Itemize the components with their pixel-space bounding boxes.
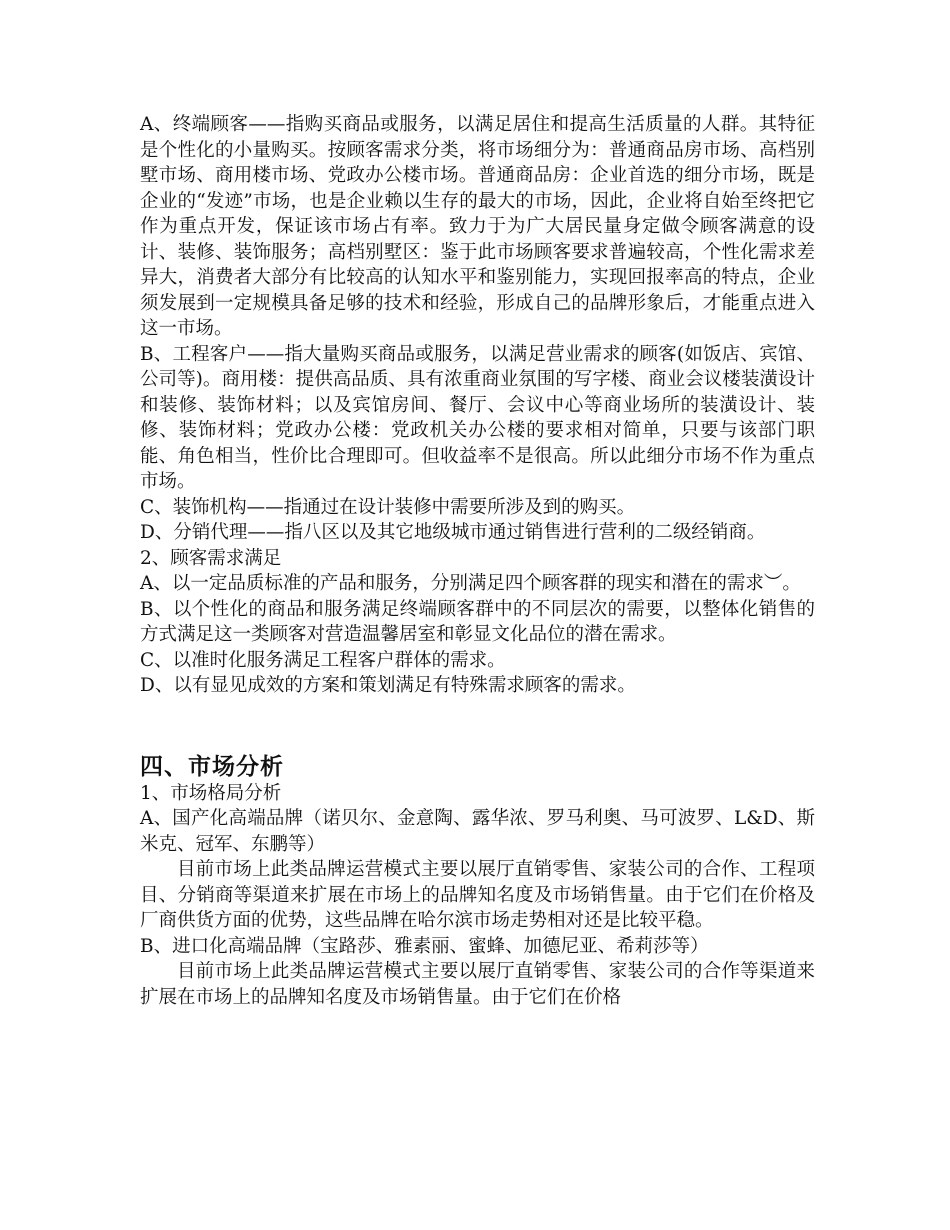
- paragraph-decoration-agencies: C、装饰机构——指通过在设计装修中需要所涉及到的购买。: [140, 496, 636, 518]
- paragraph-imported-brands-title: B、进口化高端品牌（宝路莎、雅素丽、蜜蜂、加德尼亚、希莉莎等）: [140, 935, 709, 957]
- subheading-customer-needs: 2、顾客需求满足: [140, 547, 282, 569]
- section-heading-market-analysis: 四、市场分析: [140, 753, 284, 780]
- subheading-market-structure: 1、市场格局分析: [140, 782, 282, 804]
- paragraph-needs-a: A、以一定品质标准的产品和服务，分别满足四个顾客群的现实和潜在的需求︶。: [140, 573, 801, 594]
- paragraph-domestic-brands-body: 目前市场上此类品牌运营模式主要以展厅直销零售、家装公司的合作、工程项目、分销商等渠道来扩展在市场上的品牌知名度及市场销售量。由于它们在价格及厂商供货方面的优势，这些品牌在哈尔滨市场走势相对还是比较平稳。: [140, 859, 815, 931]
- paragraph-distribution-agents: D、分销代理——指八区以及其它地级城市通过销售进行营利的二级经销商。: [140, 522, 766, 543]
- paragraph-engineering-customers: B、工程客户——指大量购买商品或服务，以满足营业需求的顾客(如饭店、宾馆、公司等)。商用楼：提供高品质、具有浓重商业氛围的写字楼、商业会议楼装潢设计和装修、装饰材料；以及宾馆房间、餐厅、会议中心等商业场所的装潢设计、装修、装饰材料；党政办公楼：党政机关办公楼的要求相对简单，只要与该部门职能、角色相当，性价比合理即可。但收益率不是很高。所以此细分市场不作为重点市场。: [140, 343, 815, 492]
- paragraph-imported-brands-body: 目前市场上此类品牌运营模式主要以展厅直销零售、家装公司的合作等渠道来扩展在市场上的品牌知名度及市场销售量。由于它们在价格: [140, 961, 815, 1008]
- paragraph-needs-b: B、以个性化的商品和服务满足终端顾客群中的不同层次的需要，以整体化销售的方式满足这一类顾客对营造温馨居室和彰显文化品位的潜在需求。: [140, 598, 815, 645]
- paragraph-domestic-brands-title: A、国产化高端品牌（诺贝尔、金意陶、露华浓、罗马利奥、马可波罗、L&D、斯米克、冠军、东鹏等）: [140, 808, 815, 855]
- paragraph-needs-d: D、以有显见成效的方案和策划满足有特殊需求顾客的需求。: [140, 675, 636, 696]
- paragraph-terminal-customers: A、终端顾客——指购买商品或服务，以满足居住和提高生活质量的人群。其特征是个性化的小量购买。按顾客需求分类，将市场细分为：普通商品房市场、高档别墅市场、商用楼市场、党政办公楼市场。普通商品房：企业首选的细分市场，既是企业的“发迹”市场，也是企业赖以生存的最大的市场，因此，企业将自始至终把它作为重点开发，保证该市场占有率。致力于为广大居民量身定做令顾客满意的设计、装修、装饰服务；高档别墅区：鉴于此市场顾客要求普遍较高，个性化需求差异大，消费者大部分有比较高的认知水平和鉴别能力，实现回报率高的特点，企业须发展到一定规模具备足够的技术和经验，形成自己的品牌形象后，才能重点进入这一市场。: [140, 114, 815, 339]
- document-page: [140, 112, 815, 1010]
- paragraph-needs-c: C、以准时化服务满足工程客户群体的需求。: [140, 649, 506, 671]
